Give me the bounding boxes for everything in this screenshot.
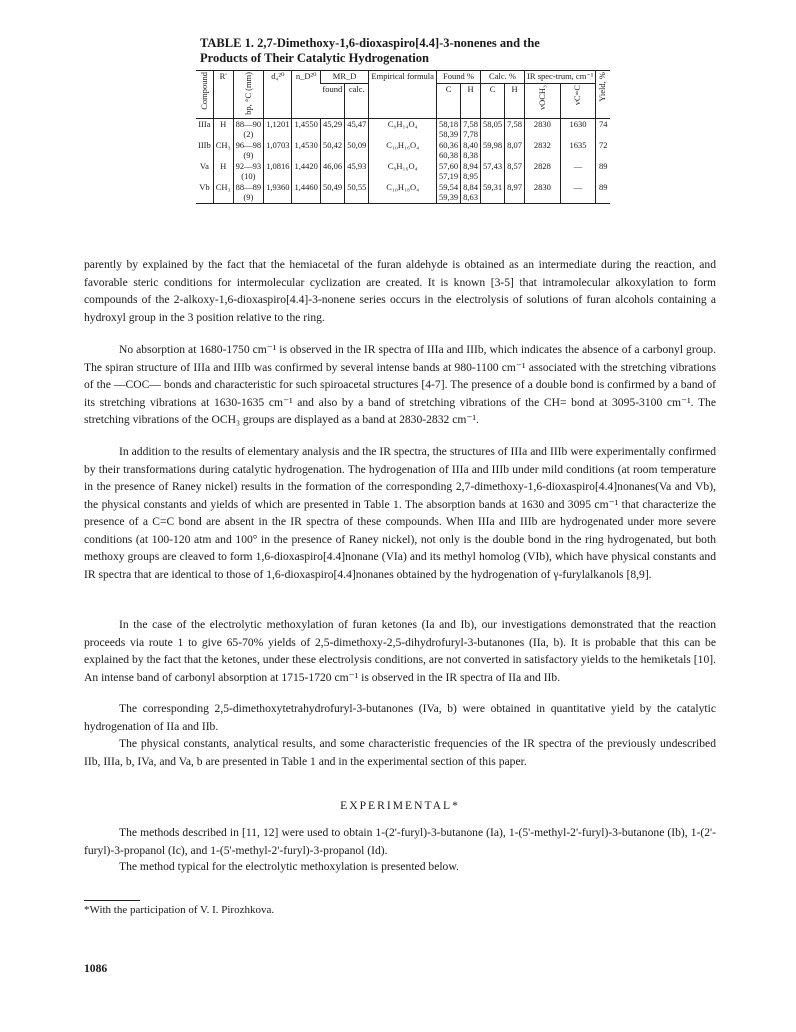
cell-yield: 72 (596, 140, 610, 161)
header-mrd-found: found (320, 83, 344, 119)
header-ir-spectrum: IR spec-trum, cm⁻¹ (525, 71, 596, 84)
cell-bp: 92—93 (10) (233, 161, 264, 182)
paragraph-5 (84, 700, 716, 735)
cell-compound: IIIa (198, 119, 211, 130)
header-calc-c: C (481, 83, 505, 119)
header-found-c: C (436, 83, 460, 119)
table-caption-line-1: TABLE 1. 2,7-Dimethoxy-1,6-dioxaspiro[4.4]-3-nonenes and the (200, 36, 540, 50)
paragraph-2 (84, 341, 716, 429)
cell-r: CH₃ (213, 182, 233, 204)
paragraph-3-text: In addition to the results of elementary analysis and the IR spectra, the structures of IIIa and IIIb were experimentally confirmed by their transformations during catalytic hydrogenation. The hydrogenation of IIIa and IIIb under mild conditions (at room temperature in the presence of Raney nickel) results in the formation of the corresponding 2,7-dimethoxy-1,6-dioxaspiro[4.4]nonanes(Va and Vb), the physical constants and yields of which are presented in Table 1. The absorption bands at 1630 and 3095 cm⁻¹ that characterize the presence of a C=C bond are absent in the IR spectra of these compounds. When IIIa and IIIb are hydrogenated under more severe conditions (at 100-120 atm and 100° in the presence of Raney nickel), not only is the double bond in the ring hydrogenated, but both methoxy groups are cleaved to form 1,6-dioxaspiro[4.4]nonane (VIa) and its methyl homolog (VIb), which have physical constants and IR spectra that are identical to those of 1,6-dioxaspiro[4.4]nonanes obtained by the hydrogenation of γ-furylalkanols [8,9]. (84, 445, 716, 581)
footnote: *With the participation of V. I. Pirozhkova. (84, 904, 275, 916)
cell-mrd-calc: 50,55 (345, 182, 369, 204)
cell-ir-cc: 1630 (560, 119, 596, 141)
table-row (196, 161, 610, 182)
cell-density: 1,0703 (264, 140, 292, 161)
table-row (196, 140, 610, 161)
cell-ir-cc: 1635 (560, 140, 596, 161)
cell-formula: C₉H₁₄O₄ (369, 119, 437, 141)
cell-r: CH₃ (213, 140, 233, 161)
table-1 (196, 70, 610, 204)
header-r: R' (213, 71, 233, 119)
cell-found-h: 7,58 7,78 (461, 119, 481, 141)
table-row (196, 182, 610, 204)
cell-ir-cc: — (560, 161, 596, 182)
cell-yield: 74 (596, 119, 610, 141)
cell-calc-c: 59,98 (481, 140, 505, 161)
section-heading-experimental: EXPERIMENTAL* (340, 799, 460, 812)
header-found-h: H (461, 83, 481, 119)
cell-mrd-found: 45,29 (320, 119, 344, 141)
cell-refractive-index: 1,4460 (292, 182, 320, 204)
paragraph-7-text: The methods described in [11, 12] were used to obtain 1-(2'-furyl)-3-butanone (Ia), 1-(5'-methyl-2'-furyl)-3-butanone (Ib), 1-(2'-furyl)-3-propanol (Ic), and 1-(5'-methyl-2'-furyl)-3-propanol (Id). (84, 826, 716, 857)
cell-found-c: 59,54 59,39 (436, 182, 460, 204)
page-number: 1086 (84, 962, 108, 975)
cell-mrd-found: 46,06 (320, 161, 344, 182)
header-refractive-index: n_D²⁰ (292, 71, 320, 119)
paragraph-8 (84, 858, 716, 876)
cell-calc-h: 8,07 (505, 140, 525, 161)
header-ir-och3: νOCH₃ (525, 83, 561, 119)
cell-ir-och3: 2830 (525, 182, 561, 204)
cell-calc-h: 7,58 (505, 119, 525, 141)
cell-ir-och3: 2832 (525, 140, 561, 161)
cell-mrd-calc: 45,47 (345, 119, 369, 141)
table-caption-line-2: Products of Their Catalytic Hydrogenation (200, 51, 429, 65)
cell-calc-h: 8,97 (505, 182, 525, 204)
cell-calc-c: 58,05 (481, 119, 505, 141)
cell-ir-och3: 2828 (525, 161, 561, 182)
paragraph-8-text: The method typical for the electrolytic methoxylation is presented below. (119, 860, 459, 873)
header-found-pct: Found % (436, 71, 480, 84)
cell-density: 1,9360 (264, 182, 292, 204)
cell-mrd-found: 50,49 (320, 182, 344, 204)
cell-yield: 89 (596, 182, 610, 204)
table-row (196, 119, 610, 141)
cell-ir-och3: 2830 (525, 119, 561, 141)
cell-calc-c: 59,31 (481, 182, 505, 204)
paragraph-2-text: No absorption at 1680-1750 cm⁻¹ is observed in the IR spectra of IIIa and IIIb, which indicates the absence of a carbonyl group. The spiran structure of IIIa and IIIb was confirmed by several intense bands at 980-1100 cm⁻¹ associated with the stretching vibrations of the —COC— bonds and characteristic for such spiroacetal structures [4-7]. The presence of a double bond is confirmed by a band of its stretching vibrations at 1630-1635 cm⁻¹ and also by a band of stretching vibrations of the CH= bond at 3095-3100 cm⁻¹. The stretching vibrations of the OCH₃ groups are displayed as a band at 2830-2832 cm⁻¹. (84, 343, 716, 426)
cell-mrd-found: 50,42 (320, 140, 344, 161)
paragraph-7 (84, 824, 716, 859)
paragraph-3 (84, 443, 716, 583)
header-yield: Yield, % (596, 71, 610, 119)
cell-compound: Vb (199, 182, 210, 193)
cell-r: H (213, 119, 233, 141)
cell-mrd-calc: 50,09 (345, 140, 369, 161)
cell-found-c: 60,36 60,38 (436, 140, 460, 161)
header-calc-pct: Calc. % (481, 71, 525, 84)
header-compound: Compound (196, 71, 213, 119)
cell-yield: 89 (596, 161, 610, 182)
cell-formula: C₁₀H₁₆O₄ (369, 140, 437, 161)
cell-refractive-index: 1,4420 (292, 161, 320, 182)
cell-found-h: 8,94 8,95 (461, 161, 481, 182)
cell-calc-h: 8,57 (505, 161, 525, 182)
header-mrd: MR_D (320, 71, 369, 84)
paragraph-6 (84, 735, 716, 770)
cell-ir-cc: — (560, 182, 596, 204)
cell-bp: 96—98 (9) (233, 140, 264, 161)
paragraph-6-text: The physical constants, analytical results, and some characteristic frequencies of the IR spectra of the previously undescribed IIb, IIIa, b, IVa, and Va, b are presented in Table 1 and in the experimental section of this paper. (84, 737, 716, 768)
cell-bp: 88—89 (9) (233, 182, 264, 204)
header-mrd-calc: calc. (345, 83, 369, 119)
cell-r: H (213, 161, 233, 182)
cell-mrd-calc: 45,93 (345, 161, 369, 182)
cell-calc-c: 57,43 (481, 161, 505, 182)
cell-refractive-index: 1,4530 (292, 140, 320, 161)
cell-formula: C₉H₁₆O₄ (369, 161, 437, 182)
table-caption (200, 36, 620, 66)
cell-found-c: 57,60 57,19 (436, 161, 460, 182)
paragraph-1-text: parently by explained by the fact that the hemiacetal of the furan aldehyde is obtained as an intermediate during the reaction, and favorable steric conditions for intermolecular cyclization are created. It is known [3-5] that intramolecular alkoxylation to form compounds of the 2-alkoxy-1,6-dioxaspiro[4.4]-3-nonene series occurs in the electrolysis of solutions of furan alcohols containing a hydroxyl group in the 3 position relative to the ring. (84, 258, 716, 324)
cell-compound: Va (199, 161, 209, 172)
paragraph-4-text: In the case of the electrolytic methoxylation of furan ketones (Ia and Ib), our investigations demonstrated that the reaction proceeds via route 1 to give 65-70% yields of 2,5-dimethoxy-2,5-dihydrofuryl-3-butanones (IIa, b). It is probable that this can be explained by the fact that the ketones, under these electrolysis conditions, are not converted in satisfactory yields to the hemiketals [10]. An intense band of carbonyl absorption at 1715-1720 cm⁻¹ is observed in the IR spectra of IIa and IIb. (84, 618, 716, 684)
cell-bp: 88—90 (2) (233, 119, 264, 141)
cell-found-h: 8,84 8,63 (461, 182, 481, 204)
cell-density: 1,0816 (264, 161, 292, 182)
cell-formula: C₁₀H₁₈O₄ (369, 182, 437, 204)
paragraph-5-text: The corresponding 2,5-dimethoxytetrahydrofuryl-3-butanones (IVa, b) were obtained in quantitative yield by the catalytic hydrogenation of IIa and IIb. (84, 702, 716, 733)
header-calc-h: H (505, 83, 525, 119)
cell-found-h: 8,40 8,38 (461, 140, 481, 161)
header-bp: bp, °C (mm) (233, 71, 264, 119)
footnote-divider (84, 900, 140, 901)
cell-compound: IIIb (198, 140, 211, 151)
paragraph-1 (84, 256, 716, 326)
header-ir-cc: νC=C (560, 83, 596, 119)
header-density: d₄²⁰ (264, 71, 292, 119)
paragraph-4 (84, 616, 716, 686)
cell-found-c: 58,18 58,39 (436, 119, 460, 141)
cell-refractive-index: 1,4550 (292, 119, 320, 141)
header-formula: Empirical formula (369, 71, 437, 119)
cell-density: 1,1201 (264, 119, 292, 141)
